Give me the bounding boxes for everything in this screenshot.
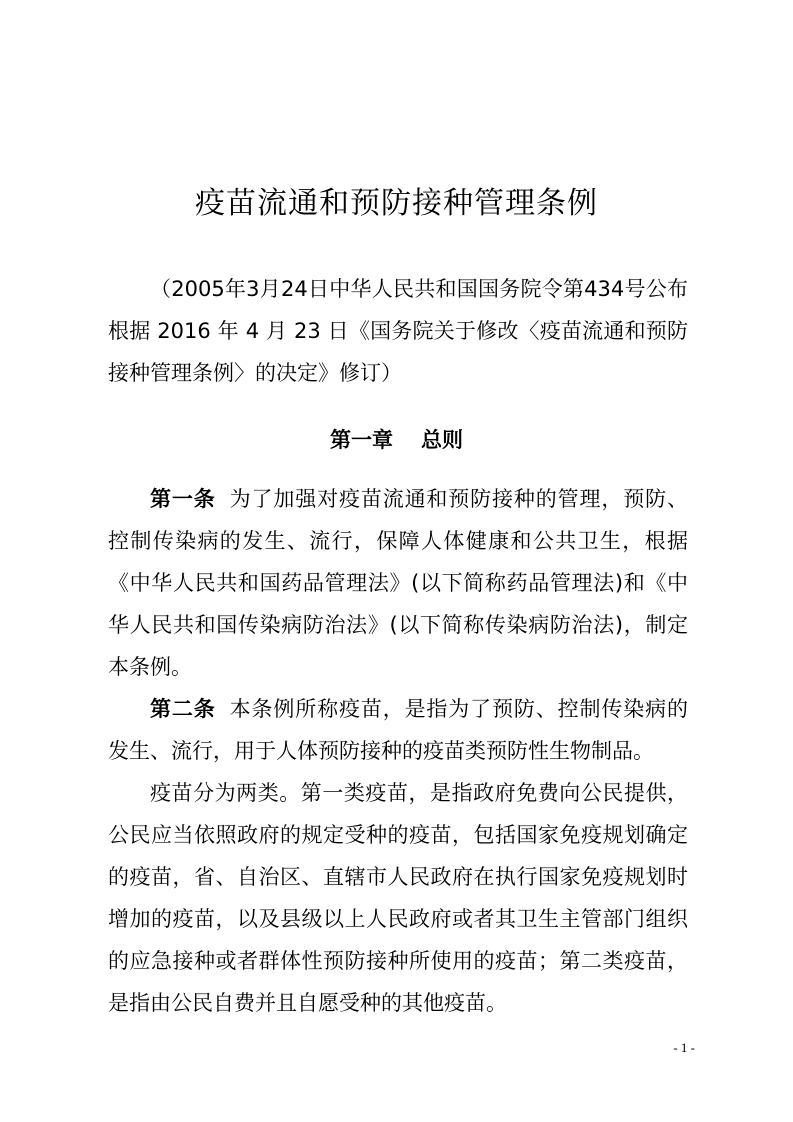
article-label: 第二条 bbox=[150, 697, 216, 721]
document-title: 疫苗流通和预防接种管理条例 bbox=[195, 186, 598, 221]
chapter-heading bbox=[0, 420, 793, 460]
page-number: - 1 - bbox=[673, 1040, 695, 1055]
chapter-name: 总则 bbox=[421, 428, 463, 452]
document-body bbox=[108, 478, 688, 1024]
article-text: 为了加强对疫苗流通和预防接种的管理，预防、控制传染病的发生、流行，保障人体健康和公共卫生，根据《中华人民共和国药品管理法》(以下简称药品管理法)和《中华人民共和国传染病防治法》(以下简称传染病防治法)，制定本条例。 bbox=[108, 487, 688, 679]
article-2-continuation: 疫苗分为两类。第一类疫苗，是指政府免费向公民提供，公民应当依照政府的规定受种的疫苗，包括国家免疫规划确定的疫苗，省、自治区、直辖市人民政府在执行国家免疫规划时增加的疫苗，以及县级以上人民政府或者其卫生主管部门组织的应急接种或者群体性预防接种所使用的疫苗；第二类疫苗，是指由公民自费并且自愿受种的其他疫苗。 bbox=[108, 781, 688, 1015]
article-text: 本条例所称疫苗，是指为了预防、控制传染病的发生、流行，用于人体预防接种的疫苗类预防性生物制品。 bbox=[108, 697, 688, 763]
chapter-number: 第一章 bbox=[330, 428, 393, 452]
article-2 bbox=[108, 688, 688, 772]
article-1 bbox=[108, 478, 688, 688]
article-label: 第一条 bbox=[150, 487, 216, 511]
preamble: （2005年3月24日中华人民共和国国务院令第434号公布 根据 2016 年 4 月 23 日《国务院关于修改〈疫苗流通和预防接种管理条例〉的决定》修订） bbox=[108, 277, 709, 385]
